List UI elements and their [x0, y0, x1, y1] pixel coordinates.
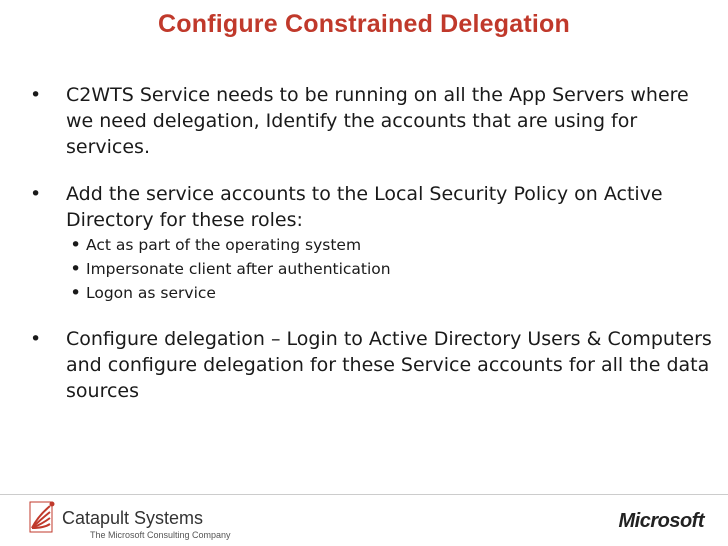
bullet-item [28, 82, 718, 160]
sub-bullet-icon: • [70, 282, 82, 304]
sub-bullet-text: Impersonate client after authentication [86, 260, 391, 278]
brand-tagline: The Microsoft Consulting Company [90, 530, 231, 540]
sub-bullet-list [66, 233, 718, 305]
slide-title: Configure Constrained Delegation [158, 10, 570, 38]
bullet-list [28, 82, 718, 425]
sub-bullet-item [66, 281, 718, 305]
bullet-item [28, 326, 718, 404]
sub-bullet-text: Act as part of the operating system [86, 236, 362, 254]
bullet-text: C2WTS Service needs to be running on all the App Servers where we need delegation, Identify the accounts that are using for services. [66, 84, 689, 158]
bullet-icon: • [30, 183, 42, 205]
bullet-text: Add the service accounts to the Local Security Policy on Active Directory for these roles: [66, 183, 663, 231]
bullet-icon: • [30, 84, 42, 106]
microsoft-logo: Microsoft [618, 510, 704, 532]
slide-footer [0, 494, 728, 546]
catapult-logo-icon [28, 498, 58, 538]
sub-bullet-text: Logon as service [86, 284, 216, 302]
sub-bullet-icon: • [70, 234, 82, 256]
sub-bullet-icon: • [70, 258, 82, 280]
sub-bullet-item [66, 233, 718, 257]
footer-divider [0, 494, 728, 495]
brand-name: Catapult Systems [62, 508, 204, 528]
bullet-icon: • [30, 328, 42, 350]
bullet-item [28, 181, 718, 305]
sub-bullet-item [66, 257, 718, 281]
bullet-text: Configure delegation – Login to Active Directory Users & Computers and configure delegation for these Service accounts for all the data sources [66, 328, 712, 402]
